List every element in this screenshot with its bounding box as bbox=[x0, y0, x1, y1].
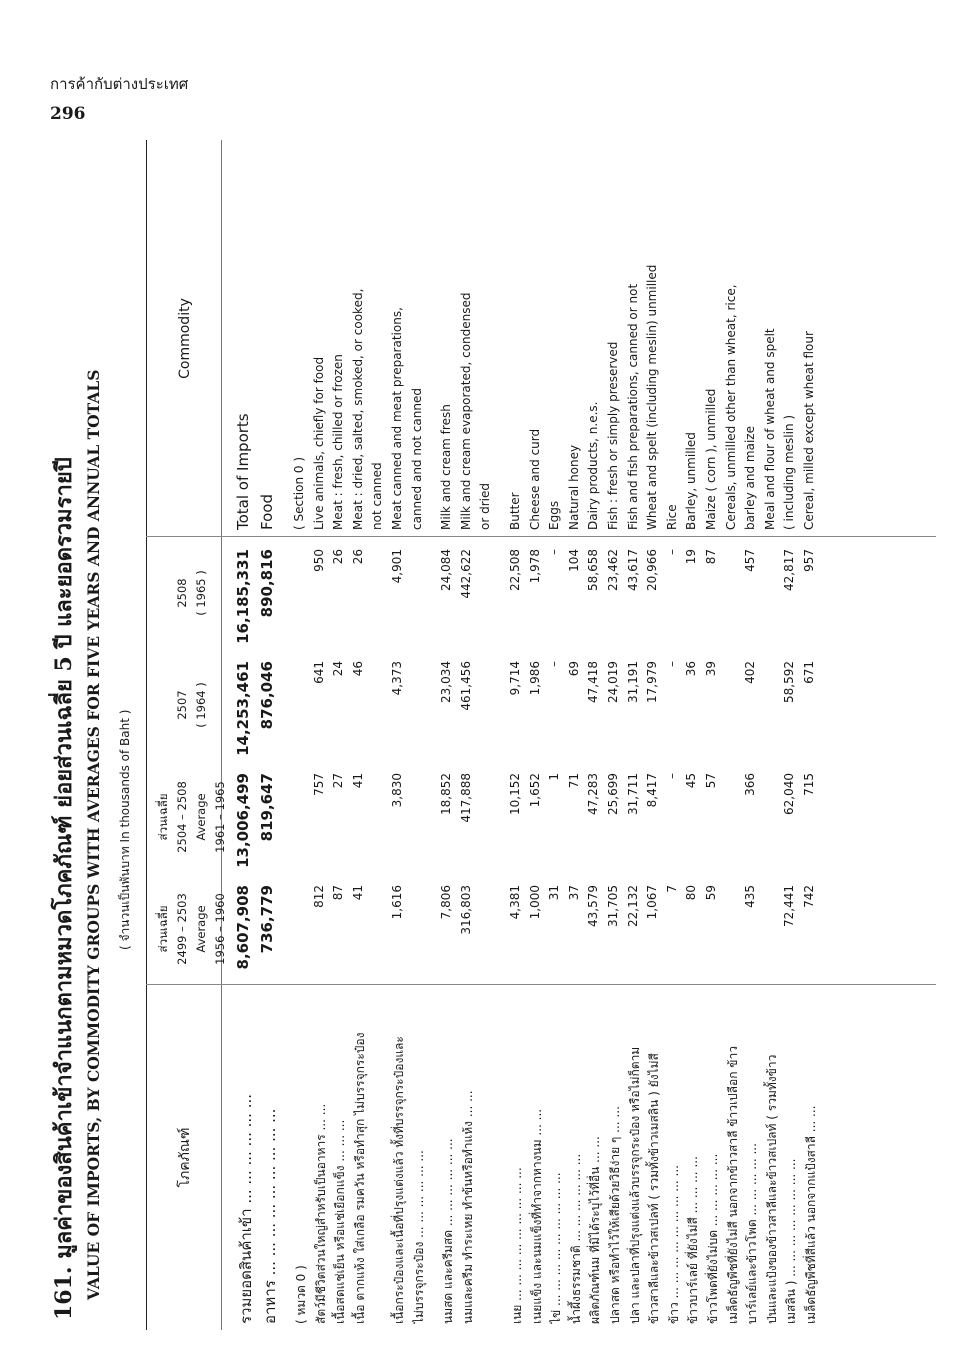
cell-en: Wheat and spelt (including meslin) unmilled bbox=[645, 264, 660, 530]
cell-v2: 366 bbox=[743, 773, 758, 796]
cell-th: นมและครีม ทำระเหย ทำข้นหรือทำแห้ง ... ... bbox=[460, 1090, 475, 1324]
table-row bbox=[547, 140, 564, 1330]
cell-v2: 62,040 bbox=[782, 773, 797, 815]
table-row bbox=[410, 140, 427, 1330]
table-row bbox=[459, 140, 476, 1330]
cell-en: Meat canned and meat preparations, bbox=[390, 307, 404, 530]
cell-th: ข้าวสาลีและข้าวสเปลท์ ( รวมทั้งข้าวเมสลิน ) ยังไม่สี bbox=[647, 1053, 662, 1324]
table-row bbox=[351, 140, 368, 1330]
cell-v4: – bbox=[547, 549, 562, 555]
table-row bbox=[763, 140, 780, 1330]
table-row bbox=[782, 140, 799, 1330]
table-row bbox=[645, 140, 662, 1330]
cell-v4: 957 bbox=[802, 549, 816, 572]
cell-v2: 27 bbox=[331, 773, 346, 789]
cell-v3: 23,034 bbox=[439, 661, 454, 703]
cell-en: ( Section 0 ) bbox=[292, 456, 306, 530]
cell-v2: – bbox=[664, 773, 679, 779]
cell-en: Meal and flour of wheat and spelt bbox=[762, 328, 777, 530]
cell-v4: 43,617 bbox=[625, 549, 640, 591]
cell-v2: 757 bbox=[311, 773, 326, 796]
cell-en: Live animals, chiefly for food bbox=[311, 356, 326, 530]
cell-th: เมสลิน ) ... ... ... ... ... ... ... ... bbox=[784, 1158, 799, 1324]
cell-th: ข้าวโพดที่ยังไม่บด ... ... ... ... ... bbox=[706, 1153, 720, 1324]
page-number: 296 bbox=[50, 104, 86, 124]
cell-th: อาหาร ... ... ... ... ... ... ... ... ... bbox=[261, 1108, 279, 1324]
table-row bbox=[478, 140, 495, 1330]
column-header-1965: 2508 ( 1965 ) bbox=[175, 570, 208, 616]
cell-v4: 23,462 bbox=[606, 549, 620, 591]
cell-th: รวมยอดสินค้าเข้า ... ... ... ... ... ... bbox=[237, 1093, 255, 1324]
cell-v1: 31 bbox=[547, 885, 562, 901]
cell-v1: 87 bbox=[331, 885, 346, 901]
cell-en: Total of Imports bbox=[234, 413, 252, 530]
cell-v3: 671 bbox=[802, 661, 816, 684]
table-row bbox=[586, 140, 603, 1330]
cell-v4: 4,901 bbox=[390, 549, 404, 584]
cell-v1: 7,806 bbox=[439, 885, 454, 920]
cell-en: or dried bbox=[478, 483, 493, 530]
cell-v3: 69 bbox=[566, 661, 581, 677]
cell-v1: 1,616 bbox=[390, 885, 404, 920]
cell-en: Meat : dried, salted, smoked, or cooked, bbox=[350, 288, 365, 530]
cell-v1: 31,705 bbox=[606, 885, 620, 927]
cell-v4: 1,978 bbox=[527, 549, 542, 584]
cell-en: Natural honey bbox=[566, 444, 581, 530]
cell-v2: 25,699 bbox=[606, 773, 620, 815]
cell-th: น้ำผึ้งธรรมชาติ ... ... ... ... ... ... bbox=[568, 1153, 583, 1324]
cell-en: canned and not canned bbox=[409, 388, 424, 530]
cell-v2: 819,647 bbox=[258, 773, 276, 842]
table-row bbox=[312, 140, 329, 1330]
cell-th: เนื้อสดแช่เย็น หรือแช่เยือกแข็ง ... ... ... bbox=[333, 1119, 348, 1324]
table-row bbox=[743, 140, 760, 1330]
cell-v4: 16,185,331 bbox=[234, 549, 252, 644]
cell-v4: 20,966 bbox=[645, 549, 660, 591]
cell-en: Dairy products, n.e.s. bbox=[586, 401, 601, 530]
cell-v3: 24,019 bbox=[606, 661, 620, 703]
cell-v4: 950 bbox=[311, 549, 326, 572]
cell-v2: 3,830 bbox=[390, 773, 404, 808]
cell-th: ผลิตภัณฑ์นม ที่มิได้ระบุไว้ที่อื่น ... ... bbox=[588, 1136, 603, 1324]
cell-v4: 87 bbox=[704, 549, 718, 565]
cell-v3: 1,986 bbox=[527, 661, 542, 696]
cell-th: เนยแข็ง และนมแข็งที่ทำจากหางนม ... ... bbox=[529, 1108, 544, 1324]
cell-en: Cheese and curd bbox=[527, 428, 542, 530]
table-row bbox=[567, 140, 584, 1330]
cell-v1: 59 bbox=[704, 885, 718, 901]
column-header-commodity-th: โภคภัณฑ์ bbox=[177, 1127, 193, 1188]
cell-en: Milk and cream fresh bbox=[439, 404, 454, 530]
cell-v1: 80 bbox=[684, 885, 699, 901]
cell-v2: 10,152 bbox=[508, 773, 522, 815]
cell-en: barley and maize bbox=[743, 426, 758, 530]
cell-v1: 72,441 bbox=[782, 885, 797, 927]
cell-v4: 26 bbox=[350, 549, 365, 565]
cell-v4: 890,816 bbox=[258, 549, 276, 618]
cell-v3: 641 bbox=[311, 661, 326, 684]
cell-v2: 8,417 bbox=[645, 773, 660, 808]
section-title: การค้ากับต่างประเทศ bbox=[50, 75, 189, 93]
cell-v3: 461,456 bbox=[458, 661, 473, 711]
cell-v4: 22,508 bbox=[508, 549, 522, 591]
cell-en: Rice bbox=[664, 504, 679, 530]
cell-th: ปลา และปลาที่ปรุงแต่งแล้วบรรจุกระป๋อง หรือไม่ก็ตาม bbox=[627, 1046, 642, 1324]
cell-th: ( หมวด 0 ) bbox=[294, 1265, 308, 1324]
cell-v2: 1,652 bbox=[527, 773, 542, 808]
cell-en: Cereals, unmilled other than wheat, rice, bbox=[723, 284, 738, 530]
cell-v4: – bbox=[664, 549, 679, 555]
table-row bbox=[704, 140, 721, 1330]
table-row bbox=[292, 140, 309, 1330]
cell-en: Fish : fresh or simply preserved bbox=[606, 341, 620, 530]
cell-v2: 18,852 bbox=[439, 773, 454, 815]
cell-th: นมสด และครีมสด ... ... ... ... ... ... bbox=[441, 1138, 456, 1324]
cell-th: เนื้อ ตากแห้ง ใส่เกลือ รมควัน หรือทำสุก ไม่บรรจุกระป๋อง bbox=[352, 1032, 367, 1324]
cell-en: Food bbox=[258, 494, 276, 530]
table-row bbox=[370, 140, 387, 1330]
cell-en: ( including meslin ) bbox=[782, 414, 797, 530]
cell-v3: 9,714 bbox=[508, 661, 522, 696]
cell-v3: 58,592 bbox=[782, 661, 797, 703]
cell-v4: 42,817 bbox=[782, 549, 797, 591]
cell-en: Barley, unmilled bbox=[684, 432, 699, 530]
cell-v2: 57 bbox=[704, 773, 718, 789]
cell-v3: 36 bbox=[684, 661, 699, 677]
cell-th: เมล็ดธัญพืชที่ยังไม่สี นอกจากข้าวสาลี ข้าวเปลือก ข้าว bbox=[725, 1046, 740, 1324]
table-header-rule bbox=[221, 140, 222, 1330]
cell-v3: 39 bbox=[704, 661, 718, 677]
table-row bbox=[606, 140, 623, 1330]
column-header-avg-1961-1965: ส่วนเฉลี่ย 2504 – 2508 Average 1961 – 1965 bbox=[156, 781, 227, 853]
cell-v1: 41 bbox=[350, 885, 365, 901]
cell-v1: 812 bbox=[311, 885, 326, 908]
cell-v1: 8,607,908 bbox=[234, 885, 252, 970]
cell-th: ปลาสด หรือทำไว้ให้เสียด้วยวิธีง่าย ๆ ... ... bbox=[608, 1106, 622, 1324]
cell-v3: 24 bbox=[331, 661, 346, 677]
cell-en: Fish and fish preparations, canned or not bbox=[625, 283, 640, 530]
table-title-english: VALUE OF IMPORTS, BY COMMODITY GROUPS WITH AVERAGES FOR FIVE YEARS AND ANNUAL TOTALS bbox=[84, 369, 103, 1300]
cell-en: Cereal, milled except wheat flour bbox=[802, 331, 816, 530]
cell-v1: 22,132 bbox=[625, 885, 640, 927]
cell-en: Maize ( corn ), unmilled bbox=[704, 388, 718, 530]
cell-en: not canned bbox=[370, 462, 385, 530]
table-row bbox=[626, 140, 643, 1330]
table-row bbox=[684, 140, 701, 1330]
table-row bbox=[439, 140, 456, 1330]
column-header-commodity-en: Commodity bbox=[177, 298, 193, 379]
cell-v1: 1,000 bbox=[527, 885, 542, 920]
cell-th: เมล็ดธัญพืชที่สีแล้ว นอกจากแป้งสาลี ... ... bbox=[804, 1105, 818, 1324]
cell-v3: 47,418 bbox=[586, 661, 601, 703]
table-row bbox=[331, 140, 348, 1330]
unit-note: ( จำนวนเป็นพันบาท In thousands of Baht ) bbox=[118, 709, 132, 950]
cell-v2: 13,006,499 bbox=[234, 773, 252, 868]
cell-th: ไข่ ... ... ... ... ... ... ... ... ... bbox=[549, 1172, 564, 1324]
rotated-table bbox=[46, 140, 936, 1330]
cell-v3: 876,046 bbox=[258, 661, 276, 730]
cell-v4: 104 bbox=[566, 549, 581, 572]
cell-th: ป่นและแป้งของข้าวสาลีและข้าวสเปลท์ ( รวมทั้งข้าว bbox=[764, 1054, 779, 1324]
table-title-thai: 161. มูลค่าของสินค้าเข้าจำแนกตามหมวดโภคภัณฑ์ ย่อยส่วนเฉลี่ย 5 ปี และยอดรวมรายปี bbox=[51, 457, 77, 1320]
cell-v1: 742 bbox=[802, 885, 816, 908]
cell-v1: 37 bbox=[566, 885, 581, 901]
table-row bbox=[390, 140, 407, 1330]
cell-en: Butter bbox=[508, 492, 522, 530]
cell-v4: 442,622 bbox=[458, 549, 473, 599]
cell-v2: 45 bbox=[684, 773, 699, 789]
table-row bbox=[234, 140, 254, 1330]
table-row bbox=[528, 140, 545, 1330]
cell-v2: 1 bbox=[547, 773, 562, 781]
table-row bbox=[508, 140, 525, 1330]
cell-th: เนื้อกระป๋องและเนื้อที่ปรุงแต่งแล้ว ทั้งที่บรรจุกระป๋องและ bbox=[392, 1036, 406, 1324]
cell-v4: 19 bbox=[684, 549, 699, 565]
cell-th: ไม่บรรจุกระป๋อง ... ... ... ... ... ... bbox=[411, 1150, 426, 1324]
cell-v3: 14,253,461 bbox=[234, 661, 252, 756]
cell-v2: 47,283 bbox=[586, 773, 601, 815]
cell-en: Eggs bbox=[547, 500, 562, 530]
cell-v3: 4,373 bbox=[390, 661, 404, 696]
cell-v4: 26 bbox=[331, 549, 346, 565]
cell-v3: 17,979 bbox=[645, 661, 660, 703]
cell-v1: 4,381 bbox=[508, 885, 522, 920]
cell-en: Milk and cream evaporated, condensed bbox=[458, 292, 473, 530]
cell-v3: – bbox=[547, 661, 562, 667]
cell-v2: 417,888 bbox=[458, 773, 473, 823]
cell-v2: 41 bbox=[350, 773, 365, 789]
cell-v1: 736,779 bbox=[258, 885, 276, 954]
cell-v1: 1,067 bbox=[645, 885, 660, 920]
cell-v4: 457 bbox=[743, 549, 758, 572]
cell-v3: – bbox=[664, 661, 679, 667]
cell-v1: 7 bbox=[664, 885, 679, 893]
cell-en: Meat : fresh, chilled or frozen bbox=[331, 354, 346, 530]
cell-v1: 43,579 bbox=[586, 885, 601, 927]
cell-v3: 402 bbox=[743, 661, 758, 684]
cell-th: สัตว์มีชีวิตส่วนใหญ่สำหรับเป็นอาหาร ... ... bbox=[313, 1103, 328, 1324]
cell-v3: 31,191 bbox=[625, 661, 640, 703]
cell-v2: 31,711 bbox=[625, 773, 640, 815]
cell-v4: 24,084 bbox=[439, 549, 454, 591]
table-row bbox=[258, 140, 278, 1330]
table-row bbox=[802, 140, 819, 1330]
cell-th: ข้าว ... ... ... ... ... ... ... ... ... bbox=[666, 1165, 681, 1324]
cell-v1: 316,803 bbox=[458, 885, 473, 935]
cell-v1: 435 bbox=[743, 885, 758, 908]
table-row bbox=[724, 140, 741, 1330]
cell-th: ข้าวบาร์เลย์ ที่ยังไม่สี ... ... ... ... bbox=[686, 1156, 701, 1324]
cell-v3: 46 bbox=[350, 661, 365, 677]
table-top-rule bbox=[146, 140, 147, 1330]
cell-v2: 71 bbox=[566, 773, 581, 789]
column-header-avg-1956-1960: ส่วนเฉลี่ย 2499 – 2503 Average 1956 – 1960 bbox=[156, 893, 227, 965]
cell-th: บาร์เลย์และข้าวโพด ... ... ... ... ... bbox=[745, 1143, 760, 1324]
cell-v4: 58,658 bbox=[586, 549, 601, 591]
cell-th: เนย ... ... ... ... ... ... ... ... ... bbox=[510, 1167, 524, 1324]
column-header-1964: 2507 ( 1964 ) bbox=[175, 682, 208, 728]
cell-v2: 715 bbox=[802, 773, 816, 796]
table-row bbox=[665, 140, 682, 1330]
